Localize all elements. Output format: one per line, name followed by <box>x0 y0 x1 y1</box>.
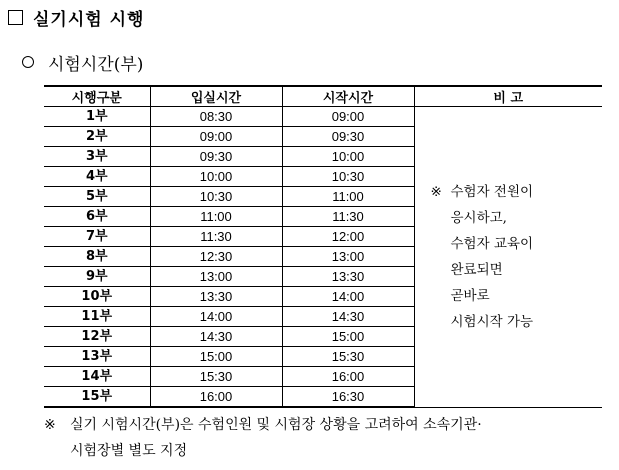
start-time-cell: 10:00 <box>282 147 414 167</box>
footnote <box>44 412 614 464</box>
subsection-title: 시험시간(부) <box>48 54 144 75</box>
part-cell: 13부 <box>44 347 150 367</box>
start-time-cell: 12:00 <box>282 227 414 247</box>
part-cell: 12부 <box>44 327 150 347</box>
checkin-time-cell: 14:30 <box>150 327 282 347</box>
checkin-time-cell: 13:30 <box>150 287 282 307</box>
remark-line: 수험자 교육이 <box>450 235 534 252</box>
part-cell: 2부 <box>44 127 150 147</box>
start-time-cell: 09:00 <box>282 107 414 127</box>
start-time-cell: 09:30 <box>282 127 414 147</box>
square-bullet-icon <box>8 10 23 25</box>
start-time-cell: 10:30 <box>282 167 414 187</box>
reference-mark-icon: ※ <box>430 183 442 200</box>
part-cell: 5부 <box>44 187 150 207</box>
footnote-line: 시험장별 별도 지정 <box>70 443 188 459</box>
reference-mark-icon: ※ <box>44 417 56 433</box>
part-cell: 11부 <box>44 307 150 327</box>
header-part: 시행구분 <box>44 86 150 107</box>
remarks-cell <box>414 107 602 408</box>
checkin-time-cell: 11:00 <box>150 207 282 227</box>
checkin-time-cell: 10:00 <box>150 167 282 187</box>
checkin-time-cell: 12:30 <box>150 247 282 267</box>
checkin-time-cell: 15:00 <box>150 347 282 367</box>
checkin-time-cell: 09:00 <box>150 127 282 147</box>
start-time-cell: 15:30 <box>282 347 414 367</box>
checkin-time-cell: 08:30 <box>150 107 282 127</box>
remark-line: 수험자 전원이 <box>450 183 534 200</box>
remark-line: 곧바로 <box>450 287 490 304</box>
checkin-time-cell: 15:30 <box>150 367 282 387</box>
part-cell: 8부 <box>44 247 150 267</box>
remark-line: 응시하고, <box>450 209 507 226</box>
exam-schedule-table <box>44 85 602 408</box>
header-checkin-time: 입실시간 <box>150 86 282 107</box>
part-cell: 1부 <box>44 107 150 127</box>
header-remarks: 비 고 <box>414 86 602 107</box>
table-header-row <box>44 86 602 107</box>
part-cell: 14부 <box>44 367 150 387</box>
start-time-cell: 14:30 <box>282 307 414 327</box>
checkin-time-cell: 14:00 <box>150 307 282 327</box>
checkin-time-cell: 11:30 <box>150 227 282 247</box>
circle-bullet-icon <box>22 56 34 68</box>
start-time-cell: 16:00 <box>282 367 414 387</box>
start-time-cell: 11:30 <box>282 207 414 227</box>
section-heading <box>8 4 144 30</box>
part-cell: 3부 <box>44 147 150 167</box>
header-start-time: 시작시간 <box>282 86 414 107</box>
part-cell: 15부 <box>44 387 150 408</box>
subsection-heading <box>22 50 143 74</box>
checkin-time-cell: 16:00 <box>150 387 282 408</box>
table-row <box>44 107 602 127</box>
start-time-cell: 15:00 <box>282 327 414 347</box>
part-cell: 9부 <box>44 267 150 287</box>
remark-line: 완료되면 <box>450 261 503 278</box>
start-time-cell: 14:00 <box>282 287 414 307</box>
checkin-time-cell: 09:30 <box>150 147 282 167</box>
part-cell: 6부 <box>44 207 150 227</box>
remark-line: 시험시작 가능 <box>450 313 534 330</box>
checkin-time-cell: 13:00 <box>150 267 282 287</box>
checkin-time-cell: 10:30 <box>150 187 282 207</box>
footnote-line: 실기 시험시간(부)은 수험인원 및 시험장 상황을 고려하여 소속기관· <box>70 417 482 433</box>
part-cell: 4부 <box>44 167 150 187</box>
section-title: 실기시험 시행 <box>33 9 145 30</box>
start-time-cell: 16:30 <box>282 387 414 408</box>
part-cell: 7부 <box>44 227 150 247</box>
part-cell: 10부 <box>44 287 150 307</box>
start-time-cell: 13:30 <box>282 267 414 287</box>
start-time-cell: 13:00 <box>282 247 414 267</box>
start-time-cell: 11:00 <box>282 187 414 207</box>
